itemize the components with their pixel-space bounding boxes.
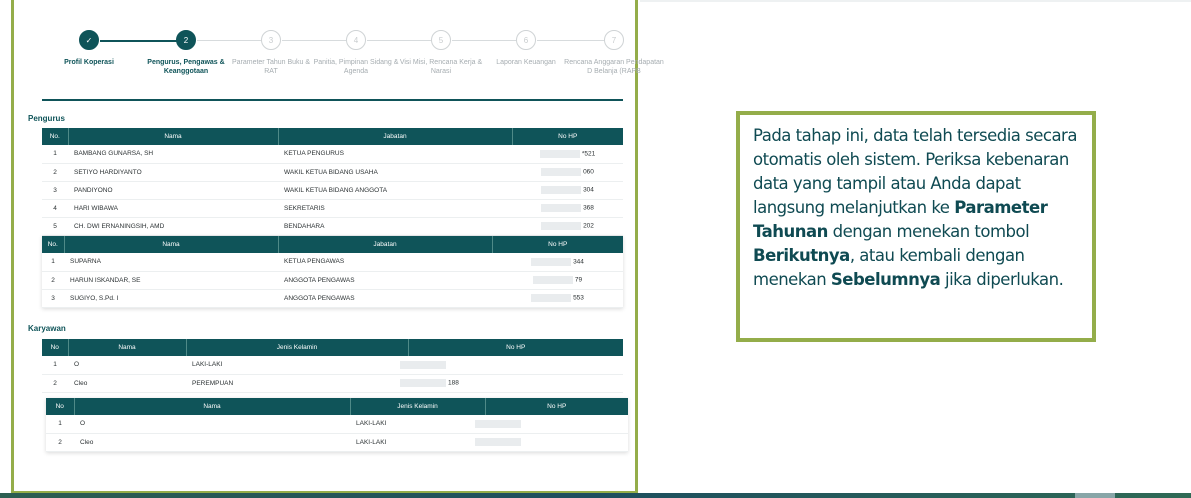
hp-suffix: 79 bbox=[574, 276, 583, 284]
step-label: Panitia, Pimpinan Sidang & Agenda bbox=[313, 59, 399, 75]
redaction-mask bbox=[475, 438, 521, 446]
cell-no: 2 bbox=[42, 374, 68, 392]
cell-no: 5 bbox=[42, 217, 68, 235]
redaction-mask bbox=[541, 222, 581, 230]
table-row[interactable] bbox=[42, 271, 623, 289]
column-header: Jabatan bbox=[278, 128, 512, 145]
hp-suffix: 202 bbox=[583, 222, 594, 230]
cell-no: 3 bbox=[42, 289, 64, 307]
column-header: Jabatan bbox=[278, 236, 492, 253]
table-row[interactable] bbox=[42, 289, 623, 307]
cell-hp bbox=[408, 356, 623, 374]
hp-suffix: 368 bbox=[583, 204, 594, 212]
cell-no: 1 bbox=[42, 253, 64, 271]
step-number: 3 bbox=[261, 30, 281, 50]
column-header: No bbox=[46, 398, 74, 415]
cell-jabatan: ANGGOTA PENGAWAS bbox=[278, 289, 492, 307]
step-profil-koperasi[interactable] bbox=[44, 30, 134, 67]
pengawas-table bbox=[42, 236, 623, 308]
redaction-mask bbox=[531, 294, 571, 302]
step-panitia[interactable] bbox=[311, 30, 401, 76]
cell-jabatan: BENDAHARA bbox=[278, 217, 512, 235]
cell-jabatan: WAKIL KETUA BIDANG ANGGOTA bbox=[278, 181, 512, 199]
instruction-bold-parameter-tahunan: Parameter Tahunan bbox=[753, 198, 1048, 241]
cell-no: 4 bbox=[42, 199, 68, 217]
hp-suffix: 304 bbox=[583, 186, 594, 194]
cell-nama: HARI WIBAWA bbox=[68, 199, 278, 217]
cell-no: 2 bbox=[46, 433, 74, 451]
cell-jenis-kelamin: PEREMPUAN bbox=[186, 374, 408, 392]
cell-hp bbox=[512, 217, 623, 235]
cell-jabatan: SEKRETARIS bbox=[278, 199, 512, 217]
cell-jabatan: KETUA PENGURUS bbox=[278, 145, 512, 163]
bottom-bar bbox=[0, 493, 1191, 498]
table-row[interactable] bbox=[42, 163, 623, 181]
step-number: 6 bbox=[516, 30, 536, 50]
stepper-divider bbox=[42, 99, 623, 101]
instruction-bold-sebelumnya: Sebelumnya bbox=[830, 270, 941, 289]
column-header: Nama bbox=[74, 398, 350, 415]
step-label: Profil Koperasi bbox=[64, 59, 114, 66]
pengurus-table-wrap bbox=[42, 128, 623, 234]
cell-jabatan: KETUA PENGAWAS bbox=[278, 253, 492, 271]
step-label: Visi Misi, Rencana Kerja & Narasi bbox=[399, 59, 483, 75]
cell-hp bbox=[512, 181, 623, 199]
instruction-part: dengan menekan tombol bbox=[827, 222, 1030, 241]
karyawan-table bbox=[42, 339, 623, 393]
cell-no: 2 bbox=[42, 163, 68, 181]
table-header-row bbox=[46, 398, 628, 415]
cell-hp bbox=[512, 145, 623, 163]
column-header: Nama bbox=[68, 128, 278, 145]
step-label: Laporan Keuangan bbox=[496, 59, 556, 66]
cell-no: 2 bbox=[42, 271, 64, 289]
cell-nama: SUGIYO, S.Pd. I bbox=[64, 289, 278, 307]
table-row[interactable] bbox=[42, 374, 623, 392]
instruction-part: Pada tahap ini, data telah tersedia secara otomatis oleh sistem. Periksa kebenaran data yang tampil atau Anda dapat langsung melanjutkan ke bbox=[753, 126, 1077, 217]
redaction-mask bbox=[541, 204, 581, 212]
table-row[interactable] bbox=[42, 253, 623, 271]
cell-nama: Cleo bbox=[68, 374, 186, 392]
step-number: 4 bbox=[346, 30, 366, 50]
table-row[interactable] bbox=[46, 433, 628, 451]
table-row[interactable] bbox=[42, 199, 623, 217]
cell-jenis-kelamin: LAKI-LAKI bbox=[186, 356, 408, 374]
step-rapb[interactable] bbox=[564, 30, 664, 76]
karyawan-table-2 bbox=[46, 398, 628, 452]
redaction-mask bbox=[400, 361, 446, 369]
step-label: Pengurus, Pengawas & Keanggotaan bbox=[147, 59, 225, 75]
redaction-mask bbox=[531, 258, 571, 266]
table-row[interactable] bbox=[42, 217, 623, 235]
cell-hp bbox=[492, 289, 623, 307]
cell-no: 1 bbox=[46, 415, 74, 433]
instruction-callout bbox=[736, 111, 1096, 342]
cell-hp bbox=[492, 253, 623, 271]
table-row[interactable] bbox=[42, 356, 623, 374]
cell-nama: CH. DWI ERNANINGSIH, AMD bbox=[68, 217, 278, 235]
section-title-karyawan: Karyawan bbox=[28, 324, 66, 333]
step-number: 2 bbox=[176, 30, 196, 50]
cell-nama: PANDIYONO bbox=[68, 181, 278, 199]
instruction-part: , atau kembali dengan menekan bbox=[753, 246, 1025, 289]
table-header-row bbox=[42, 339, 623, 356]
step-label: Rencana Anggaran Pendapatan D Belanja (RAPB bbox=[564, 59, 664, 75]
step-parameter-tahun[interactable] bbox=[226, 30, 316, 76]
step-label: Parameter Tahun Buku & RAT bbox=[231, 59, 311, 75]
column-header: No HP bbox=[512, 128, 623, 145]
step-number: 5 bbox=[431, 30, 451, 50]
check-icon: ✓ bbox=[79, 30, 99, 50]
redaction-mask bbox=[400, 379, 446, 387]
column-header: Nama bbox=[68, 339, 186, 356]
cell-nama: O bbox=[68, 356, 186, 374]
redaction-mask bbox=[533, 276, 573, 284]
cell-no: 3 bbox=[42, 181, 68, 199]
cell-hp bbox=[492, 271, 623, 289]
top-divider bbox=[640, 0, 1191, 2]
hp-suffix: 188 bbox=[448, 379, 459, 387]
instruction-part: jika diperlukan. bbox=[940, 270, 1064, 289]
cell-nama: BAMBANG GUNARSA, SH bbox=[68, 145, 278, 163]
cell-hp bbox=[408, 374, 623, 392]
table-row[interactable] bbox=[46, 415, 628, 433]
column-header: No. bbox=[42, 128, 68, 145]
cell-jenis-kelamin: LAKI-LAKI bbox=[350, 415, 485, 433]
instruction-bold-berikutnya: Berikutnya bbox=[753, 246, 850, 265]
table-header-row bbox=[42, 128, 623, 145]
cell-nama: HARUN ISKANDAR, SE bbox=[64, 271, 278, 289]
step-number: 7 bbox=[604, 30, 624, 50]
column-header: Nama bbox=[64, 236, 278, 253]
cell-hp bbox=[512, 163, 623, 181]
cell-nama: SETIYO HARDIYANTO bbox=[68, 163, 278, 181]
section-title-pengurus: Pengurus bbox=[28, 114, 65, 123]
hp-suffix: 060 bbox=[583, 168, 594, 176]
wizard-stepper bbox=[42, 30, 664, 110]
cell-no: 1 bbox=[42, 145, 68, 163]
cell-jabatan: WAKIL KETUA BIDANG USAHA bbox=[278, 163, 512, 181]
column-header: No. bbox=[42, 236, 64, 253]
cell-nama: SUPARNA bbox=[64, 253, 278, 271]
cell-nama: Cleo bbox=[74, 433, 350, 451]
cell-no: 1 bbox=[42, 356, 68, 374]
column-header: No HP bbox=[485, 398, 628, 415]
redaction-mask bbox=[475, 420, 521, 428]
hp-suffix: 344 bbox=[573, 258, 584, 266]
table-row[interactable] bbox=[42, 181, 623, 199]
cell-hp bbox=[485, 415, 628, 433]
cell-nama: O bbox=[74, 415, 350, 433]
hp-suffix: 553 bbox=[573, 294, 584, 302]
cell-hp bbox=[485, 433, 628, 451]
step-laporan-keuangan[interactable] bbox=[481, 30, 571, 67]
redaction-mask bbox=[540, 150, 580, 158]
karyawan-table-2-wrap bbox=[46, 398, 628, 466]
column-header: Jenis Kelamin bbox=[186, 339, 408, 356]
table-row[interactable] bbox=[42, 145, 623, 163]
cell-hp bbox=[512, 199, 623, 217]
redaction-mask bbox=[541, 168, 581, 176]
instruction-text bbox=[753, 124, 1080, 292]
highlighted-form-panel bbox=[11, 0, 664, 494]
cell-jenis-kelamin: LAKI-LAKI bbox=[350, 433, 485, 451]
step-visi-misi[interactable] bbox=[396, 30, 486, 76]
step-pengurus-pengawas[interactable] bbox=[141, 30, 231, 76]
redaction-mask bbox=[541, 186, 581, 194]
cell-jabatan: ANGGOTA PENGAWAS bbox=[278, 271, 492, 289]
column-header: No HP bbox=[408, 339, 623, 356]
column-header: Jenis Kelamin bbox=[350, 398, 485, 415]
column-header: No bbox=[42, 339, 68, 356]
table-header-row bbox=[42, 236, 623, 253]
column-header: No HP bbox=[492, 236, 623, 253]
hp-suffix: *521 bbox=[581, 150, 596, 158]
pengurus-table bbox=[42, 128, 623, 236]
bottom-bar-highlight bbox=[1075, 493, 1115, 498]
